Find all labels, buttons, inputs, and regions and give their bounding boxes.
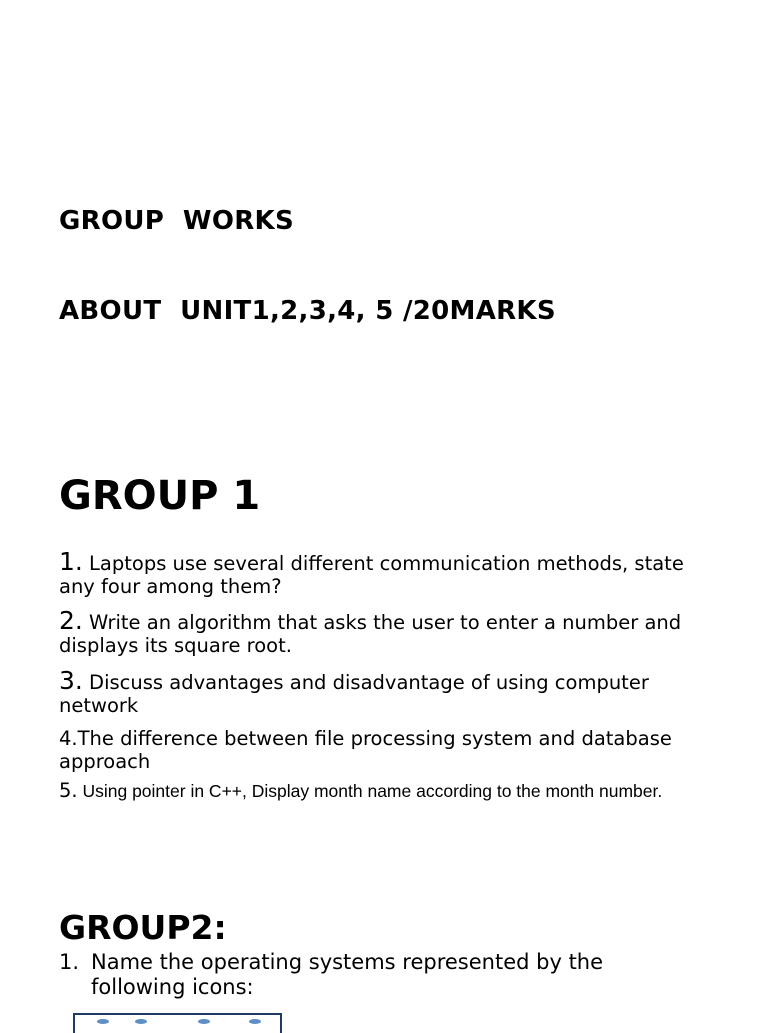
question-text: Write an algorithm that asks the user to enter a number and displays its square root. [59,611,682,657]
group1-question-5 [59,779,719,803]
os-icons-figure [73,1013,282,1033]
question-text: Using pointer in C++, Display month name according to the month number. [77,781,663,801]
group1-question-4 [59,727,719,773]
list-marker: 1. [59,950,80,974]
os-icon [249,1019,261,1024]
group1-question-2 [59,606,719,657]
question-number: 5. [59,779,78,802]
header-line-1: GROUP WORKS [59,206,295,236]
os-icon [198,1019,210,1024]
header-line-2: ABOUT UNIT1,2,3,4, 5 /20MARKS [59,296,556,326]
group2-question-1 [59,950,699,1000]
question-number: 1. [59,547,83,576]
question-text: Discuss advantages and disadvantage of using computer network [59,671,649,717]
os-icon [97,1019,109,1024]
group1-question-1 [59,547,719,598]
group1-title: GROUP 1 [59,473,261,519]
question-text: 4.The difference between file processing system and database approach [59,727,672,773]
question-number: 3. [59,666,83,695]
document-header [59,146,556,356]
group1-question-3 [59,666,719,717]
os-icon [135,1019,147,1024]
question-number: 2. [59,606,83,635]
question-text: Laptops use several different communication methods, state any four among them? [59,552,684,598]
group2-title: GROUP2: [59,908,227,947]
question-text: Name the operating systems represented by the following icons: [91,950,604,999]
